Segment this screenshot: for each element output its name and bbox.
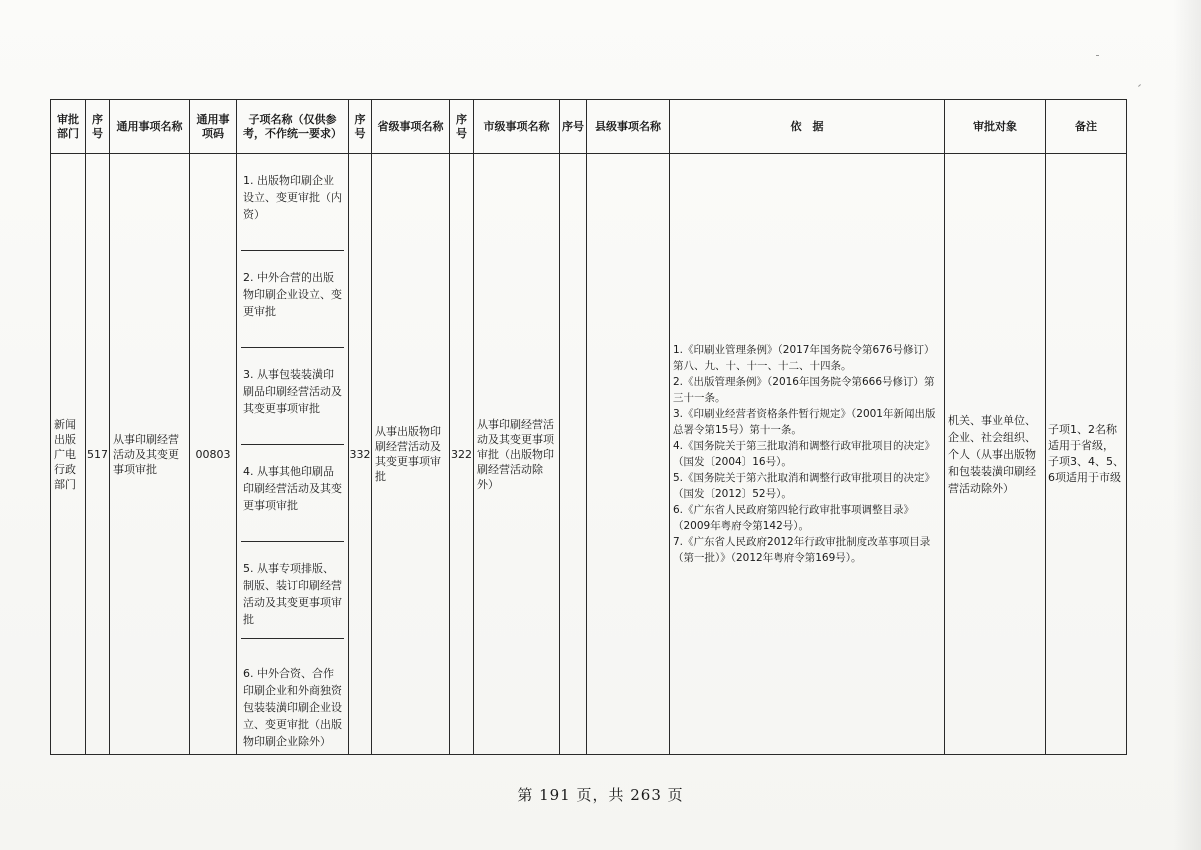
sub-item-5: 5. 从事专项排版、制版、装订印刷经营活动及其变更事项审批 [241,542,344,639]
table-row [51,154,1127,755]
cell-prov-seq: 332 [349,154,372,755]
cell-remarks: 子项1、2名称适用于省级，子项3、4、5、6项适用于市级 [1046,154,1127,755]
basis-item-2: 2.《出版管理条例》（2016年国务院令第666号修订）第三十一条。 [673,376,935,404]
header-seq: 序号 [86,100,110,154]
header-row [51,100,1127,154]
sub-item-2: 2. 中外合营的出版物印刷企业设立、变更审批 [241,251,344,348]
header-dept: 审批部门 [51,100,86,154]
header-prov-seq: 序号 [349,100,372,154]
basis-list [670,342,944,566]
basis-item-4: 4.《国务院关于第三批取消和调整行政审批项目的决定》（国发〔2004〕16号）。 [673,440,936,468]
header-general-name: 通用事项名称 [110,100,190,154]
cell-city-name: 从事印刷经营活动及其变更事项审批（出版物印刷经营活动除外） [474,154,560,755]
sub-item-6: 6. 中外合资、合作印刷企业和外商独资包装装潢印刷企业设立、变更审批（出版物印刷企业除外） [243,667,342,748]
basis-item-7: 7.《广东省人民政府2012年行政审批制度改革事项目录（第一批）》（2012年粤府令第169号）。 [673,536,931,564]
sub-item-3: 3. 从事包装装潢印刷品印刷经营活动及其变更事项审批 [241,348,344,445]
header-remarks: 备注 [1046,100,1127,154]
scan-speck [1096,55,1099,56]
header-prov-name: 省级事项名称 [372,100,450,154]
sub-item-1: 1. 出版物印刷企业设立、变更审批（内资） [241,154,344,251]
cell-general-code: 00803 [190,154,237,755]
page-number-footer: 第 191 页，共 263 页 [517,786,684,804]
basis-item-6: 6.《广东省人民政府第四轮行政审批事项调整目录》（2009年粤府令第142号）。 [673,504,915,532]
scan-speck [1138,84,1141,87]
header-county-name: 县级事项名称 [587,100,670,154]
header-county-seq: 序号 [560,100,587,154]
header-sub-item: 子项名称（仅供参考，不作统一要求） [237,100,349,154]
header-city-seq: 序号 [450,100,474,154]
header-basis: 依 据 [670,100,945,154]
cell-basis [670,154,945,755]
cell-county-seq [560,154,587,755]
basis-item-3: 3.《印刷业经营者资格条件暂行规定》（2001年新闻出版总署令第15号）第十一条。 [673,408,936,436]
cell-city-seq: 322 [450,154,474,755]
scan-edge-shadow [1173,0,1201,850]
cell-county-name [587,154,670,755]
cell-dept: 新闻出版广电行政部门 [51,154,86,755]
sub-item-list [237,154,348,754]
basis-item-1: 1.《印刷业管理条例》（2017年国务院令第676号修订）第八、九、十、十一、十二、十四条。 [673,344,935,372]
sub-item-4: 4. 从事其他印刷品印刷经营活动及其变更事项审批 [241,445,344,542]
header-target: 审批对象 [945,100,1046,154]
cell-sub-items [237,154,349,755]
cell-seq: 517 [86,154,110,755]
cell-prov-name: 从事出版物印刷经营活动及其变更事项审批 [372,154,450,755]
cell-target: 机关、事业单位、企业、社会组织、个人（从事出版物和包装装潢印刷经营活动除外） [945,154,1046,755]
cell-general-name: 从事印刷经营活动及其变更事项审批 [110,154,190,755]
basis-item-5: 5.《国务院关于第六批取消和调整行政审批项目的决定》（国发〔2012〕52号）。 [673,472,936,500]
header-city-name: 市级事项名称 [474,100,560,154]
approval-items-table [50,99,1127,755]
header-general-code: 通用事项码 [190,100,237,154]
